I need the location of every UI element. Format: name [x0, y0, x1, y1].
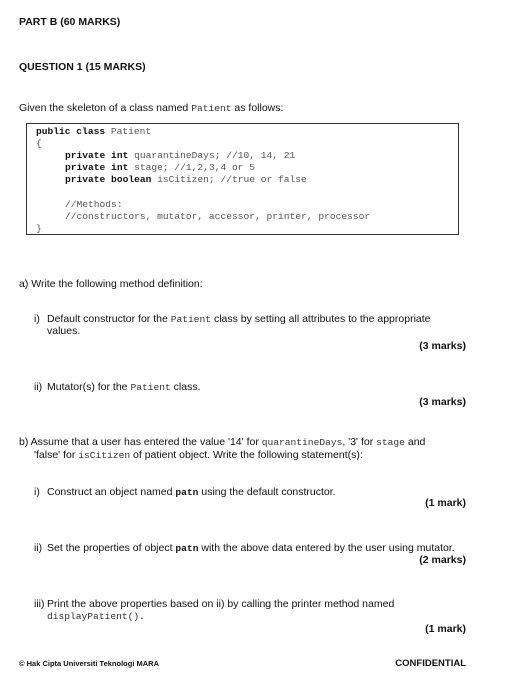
b-i-text-2: using the default constructor. [198, 486, 336, 498]
code-line-8: } [36, 223, 42, 234]
b-iii-number: iii) [34, 598, 45, 610]
intro-after: as follows: [231, 102, 284, 114]
code-line-5 [65, 174, 307, 186]
a-ii-line [47, 381, 201, 394]
code-box [26, 123, 459, 235]
a-i-line-2: values. [47, 325, 81, 337]
b-i-code: patn [175, 487, 199, 498]
code-text: isCitizen; //true or false [151, 174, 307, 185]
code-line-7: //constructors, mutator, accessor, printer, processor [65, 211, 371, 222]
question-title: QUESTION 1 (15 MARKS) [19, 61, 146, 73]
b-text: , '3' for [342, 436, 377, 448]
b-iii-line-1: Print the above properties based on ii) by calling the printer method named [47, 598, 395, 610]
code-text: quarantineDays; //10, 14, 21 [128, 150, 296, 161]
b-iii-marks: (1 mark) [425, 623, 466, 635]
a-i-marks: (3 marks) [419, 340, 466, 352]
code-keyword: private int [65, 162, 129, 173]
b-text: b) Assume that a user has entered the value '14' for [19, 436, 262, 448]
b-i-marks: (1 mark) [425, 497, 466, 509]
b-i-number: i) [34, 486, 40, 498]
b-ii-text-1: Set the properties of object [47, 542, 176, 554]
b-ii-marks: (2 marks) [419, 554, 466, 566]
code-line-6: //Methods: [65, 199, 123, 210]
a-heading: a) Write the following method definition: [19, 278, 203, 290]
code-line-3 [65, 150, 295, 162]
intro-code: Patient [191, 103, 232, 114]
b-ii-number: ii) [34, 542, 43, 554]
b-text: of patient object. Write the following statement(s): [130, 449, 363, 461]
footer-confidential: CONFIDENTIAL [395, 658, 466, 669]
code-keyword: private boolean [65, 174, 152, 185]
code-keyword: public class [36, 126, 106, 137]
b-code: quarantineDays [261, 437, 343, 448]
a-ii-text-2: class. [170, 381, 201, 393]
b-text: 'false' for [34, 449, 79, 461]
code-line-2: { [36, 138, 42, 149]
a-ii-text-1: Mutator(s) for the [47, 381, 131, 393]
b-i-text-1: Construct an object named [47, 486, 176, 498]
a-i-text-1: Default constructor for the [47, 313, 171, 325]
code-line-1 [36, 126, 151, 138]
code-text: stage; //1,2,3,4 or 5 [128, 162, 256, 173]
a-ii-marks: (3 marks) [419, 396, 466, 408]
b-iii-code: displayPatient(). [47, 611, 145, 622]
part-title: PART B (60 MARKS) [19, 16, 121, 28]
b-ii-code: patn [175, 543, 199, 554]
a-i-line-1 [47, 313, 431, 326]
code-line-4 [65, 162, 255, 174]
b-text: and [404, 436, 426, 448]
b-line-1 [19, 436, 425, 449]
intro-before: Given the skeleton of a class named [19, 102, 192, 114]
b-i-line [47, 486, 336, 499]
a-ii-number: ii) [34, 381, 43, 393]
b-code: isCitizen [78, 450, 131, 461]
b-ii-text-2: with the above data entered by the user using mutator. [198, 542, 455, 554]
b-code: stage [376, 437, 405, 448]
a-ii-code: Patient [130, 382, 171, 393]
a-i-text-2: class by setting all attributes to the appropriate [211, 313, 431, 325]
b-ii-line [47, 542, 455, 555]
code-text: Patient [105, 126, 152, 137]
intro-text [19, 102, 283, 115]
a-i-code: Patient [170, 314, 212, 325]
footer-copyright: © Hak Cipta Universiti Teknologi MARA [19, 659, 159, 668]
a-i-number: i) [34, 313, 40, 325]
b-line-2 [34, 449, 363, 462]
code-keyword: private int [65, 150, 129, 161]
